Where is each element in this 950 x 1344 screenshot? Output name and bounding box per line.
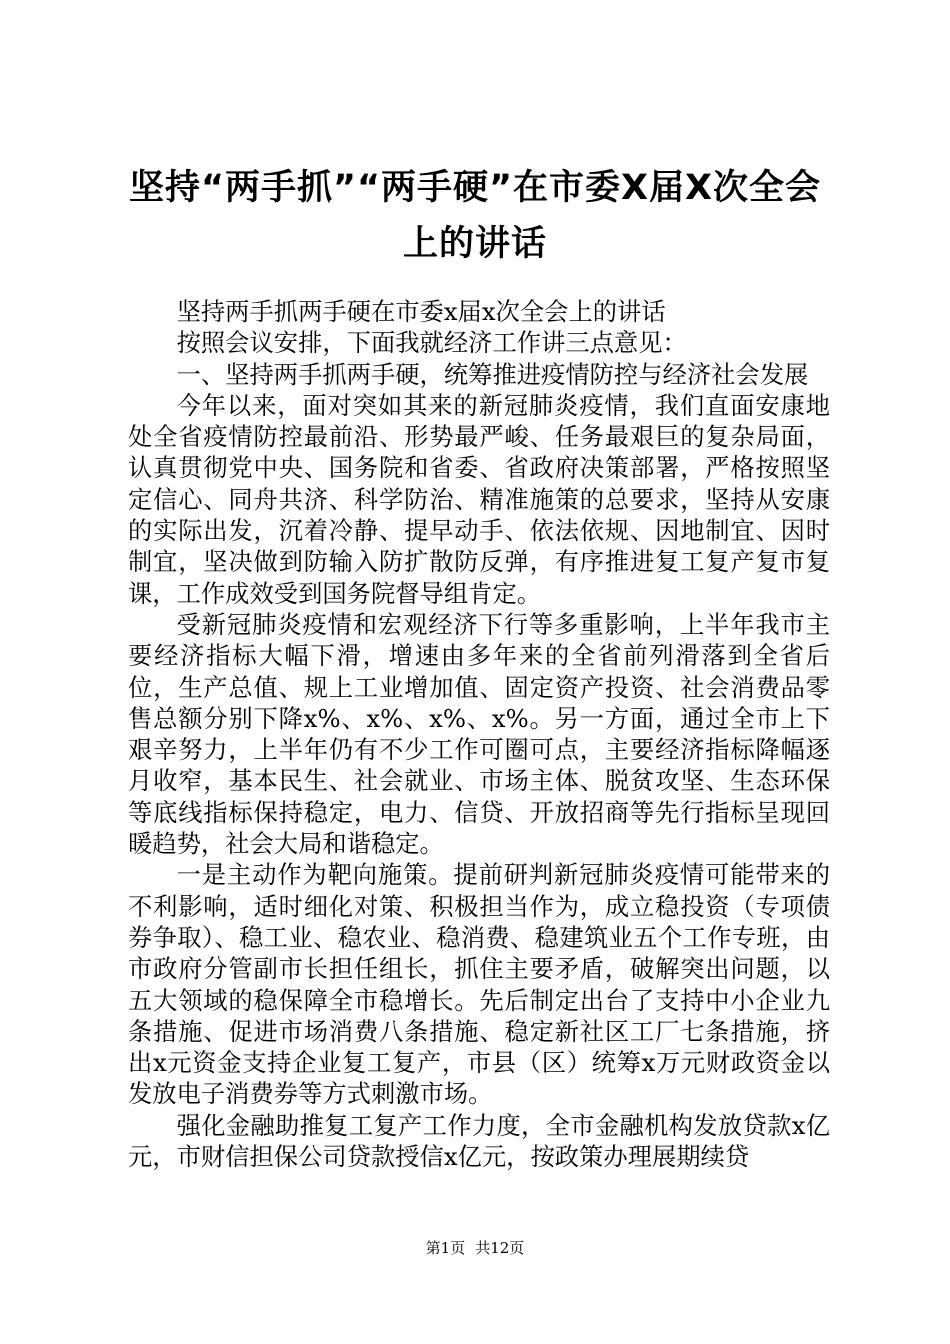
document-title: 坚持“两手抓”“两手硬”在市委X届X次全会上的讲话 bbox=[129, 168, 821, 264]
paragraph: 受新冠肺炎疫情和宏观经济下行等多重影响，上半年我市主要经济指标大幅下滑，增速由多年来的全省前列滑落到全省后位，生产总值、规上工业增加值、固定资产投资、社会消费品零售总额分别下降x%、x%、x%、x%。另一方面，通过全市上下艰辛努力，上半年仍有不少工作可圈可点，主要经济指标降幅逐月收窄，基本民生、社会就业、市场主体、脱贫攻坚、生态环保等底线指标保持稳定，电力、信贷、开放招商等先行指标呈现回暖趋势，社会大局和谐稳定。 bbox=[128, 609, 830, 859]
document-body bbox=[128, 296, 830, 1172]
section-heading-1: 一、坚持两手抓两手硬，统筹推进疫情防控与经济社会发展 bbox=[176, 359, 809, 389]
paragraph-subtitle: 坚持两手抓两手硬在市委x届x次全会上的讲话 bbox=[176, 297, 666, 326]
paragraph: 今年以来，面对突如其来的新冠肺炎疫情，我们直面安康地处全省疫情防控最前沿、形势最严峻、任务最艰巨的复杂局面，认真贯彻党中央、国务院和省委、省政府决策部署，严格按照坚定信心、同舟共济、科学防治、精准施策的总要求，坚持从安康的实际出发，沉着冷静、提早动手、依法依规、因地制宜、因时制宜，坚决做到防输入防扩散防反弹，有序推进复工复产复市复课，工作成效受到国务院督导组肯定。 bbox=[128, 390, 830, 608]
page-footer bbox=[0, 1238, 950, 1258]
page-total: 共12页 bbox=[475, 1239, 525, 1257]
page-number: 第1页 bbox=[425, 1239, 466, 1257]
paragraph: 强化金融助推复工复产工作力度，全市金融机构发放贷款x亿元，市财信担保公司贷款授信x亿元，按政策办理展期续贷 bbox=[128, 1110, 830, 1172]
paragraph-intro: 按照会议安排，下面我就经济工作讲三点意见： bbox=[176, 328, 687, 358]
paragraph: 一是主动作为靶向施策。提前研判新冠肺炎疫情可能带来的不利影响，适时细化对策、积极担当作为，成立稳投资（专项债券争取）、稳工业、稳农业、稳消费、稳建筑业五个工作专班，由市政府分管副市长担任组长，抓住主要矛盾，破解突出问题，以五大领域的稳保障全市稳增长。先后制定出台了支持中小企业九条措施、促进市场消费八条措施、稳定新社区工厂七条措施，挤出x元资金支持企业复工复产，市县（区）统筹x万元财政资金以发放电子消费券等方式刺激市场。 bbox=[128, 860, 830, 1109]
